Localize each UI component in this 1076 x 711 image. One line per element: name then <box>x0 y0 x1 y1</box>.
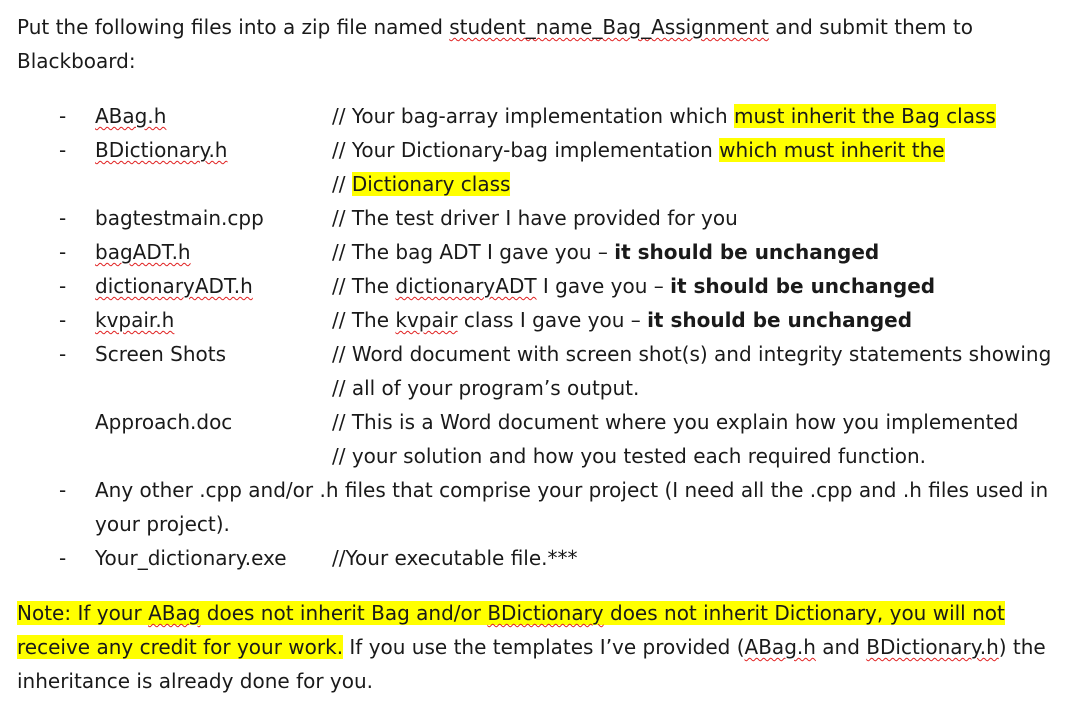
desc-misspelled: dictionaryADT <box>395 274 537 298</box>
file-description: // Word document with screen shot(s) and integrity statements showing <box>332 342 1052 366</box>
file-name: dictionaryADT.h <box>95 274 253 298</box>
note-bdictionary-file: BDictionary.h <box>866 635 999 659</box>
bullet-dash: - <box>59 104 67 128</box>
desc-highlight: must inherit the Bag class <box>734 104 996 128</box>
desc-text: // The <box>332 308 396 332</box>
note-text: Note: If your <box>17 601 149 625</box>
desc-text: // The <box>332 274 396 298</box>
desc-highlight: which must inherit the <box>719 138 945 162</box>
desc-text: // <box>332 172 352 196</box>
desc-text: // The bag ADT I gave you – <box>332 240 615 264</box>
desc-highlight: Dictionary class <box>351 172 511 196</box>
desc-bold: it should be unchanged <box>647 308 913 332</box>
file-description: // The test driver I have provided for you <box>332 206 738 230</box>
note-line-3 <box>17 667 373 695</box>
file-description: //Your executable file.*** <box>332 546 578 570</box>
desc-bold: it should be unchanged <box>614 240 880 264</box>
note-abag: ABag <box>148 601 201 625</box>
file-name: bagADT.h <box>95 240 191 264</box>
note-highlight <box>17 601 1005 625</box>
file-description-cont <box>332 170 510 198</box>
file-name: Your_dictionary.exe <box>95 546 287 570</box>
bullet-dash: - <box>59 274 67 298</box>
bullet-dash: - <box>59 546 67 570</box>
note-highlight: receive any credit for your work. <box>17 635 344 659</box>
note-text: ) the <box>998 635 1046 659</box>
desc-text: // Your Dictionary-bag implementation <box>332 138 720 162</box>
file-name: Approach.doc <box>95 410 233 434</box>
note-text: If you use the templates I’ve provided ( <box>343 635 745 659</box>
note-text: inheritance is already done for you. <box>17 669 374 693</box>
item-text: Any other .cpp and/or .h files that comprise your project (I need all the .cpp and .h files used in <box>95 478 1049 502</box>
desc-text: I gave you – <box>536 274 671 298</box>
file-description <box>332 272 935 300</box>
note-abag-file: ABag.h <box>744 635 816 659</box>
item-text-cont: your project). <box>95 512 230 536</box>
bullet-dash: - <box>59 342 67 366</box>
note-line-2 <box>17 633 1046 661</box>
file-name: kvpair.h <box>95 308 175 332</box>
file-description <box>332 238 879 266</box>
intro-text-end: and submit them to <box>768 15 973 39</box>
desc-misspelled: kvpair <box>395 308 458 332</box>
file-description <box>332 136 945 164</box>
bullet-dash: - <box>59 138 67 162</box>
intro-line-1 <box>17 13 973 41</box>
desc-text: // Your bag-array implementation which <box>332 104 734 128</box>
bullet-dash: - <box>59 308 67 332</box>
note-text: does not inherit Dictionary, you will not <box>603 601 1005 625</box>
note-text: and <box>815 635 867 659</box>
note-line-1 <box>17 599 1005 627</box>
desc-bold: it should be unchanged <box>670 274 936 298</box>
file-name: bagtestmain.cpp <box>95 206 264 230</box>
intro-text: Put the following files into a zip file named <box>17 15 450 39</box>
bullet-dash: - <box>59 240 67 264</box>
desc-text: class I gave you – <box>457 308 648 332</box>
note-bdictionary: BDictionary <box>487 601 604 625</box>
note-text: does not inherit Bag and/or <box>200 601 488 625</box>
file-description <box>332 306 912 334</box>
intro-line-2 <box>17 47 136 75</box>
zip-name: student_name_Bag_Assignment <box>449 15 769 39</box>
file-description <box>332 102 996 130</box>
file-name: ABag.h <box>95 104 167 128</box>
file-name: BDictionary.h <box>95 138 228 162</box>
file-name: Screen Shots <box>95 342 226 366</box>
intro-blackboard: Blackboard: <box>17 49 136 73</box>
bullet-dash: - <box>59 206 67 230</box>
bullet-dash: - <box>59 478 67 502</box>
file-description-cont: // your solution and how you tested each required function. <box>332 444 927 468</box>
file-description: // This is a Word document where you explain how you implemented <box>332 410 1019 434</box>
file-description-cont: // all of your program’s output. <box>332 376 640 400</box>
